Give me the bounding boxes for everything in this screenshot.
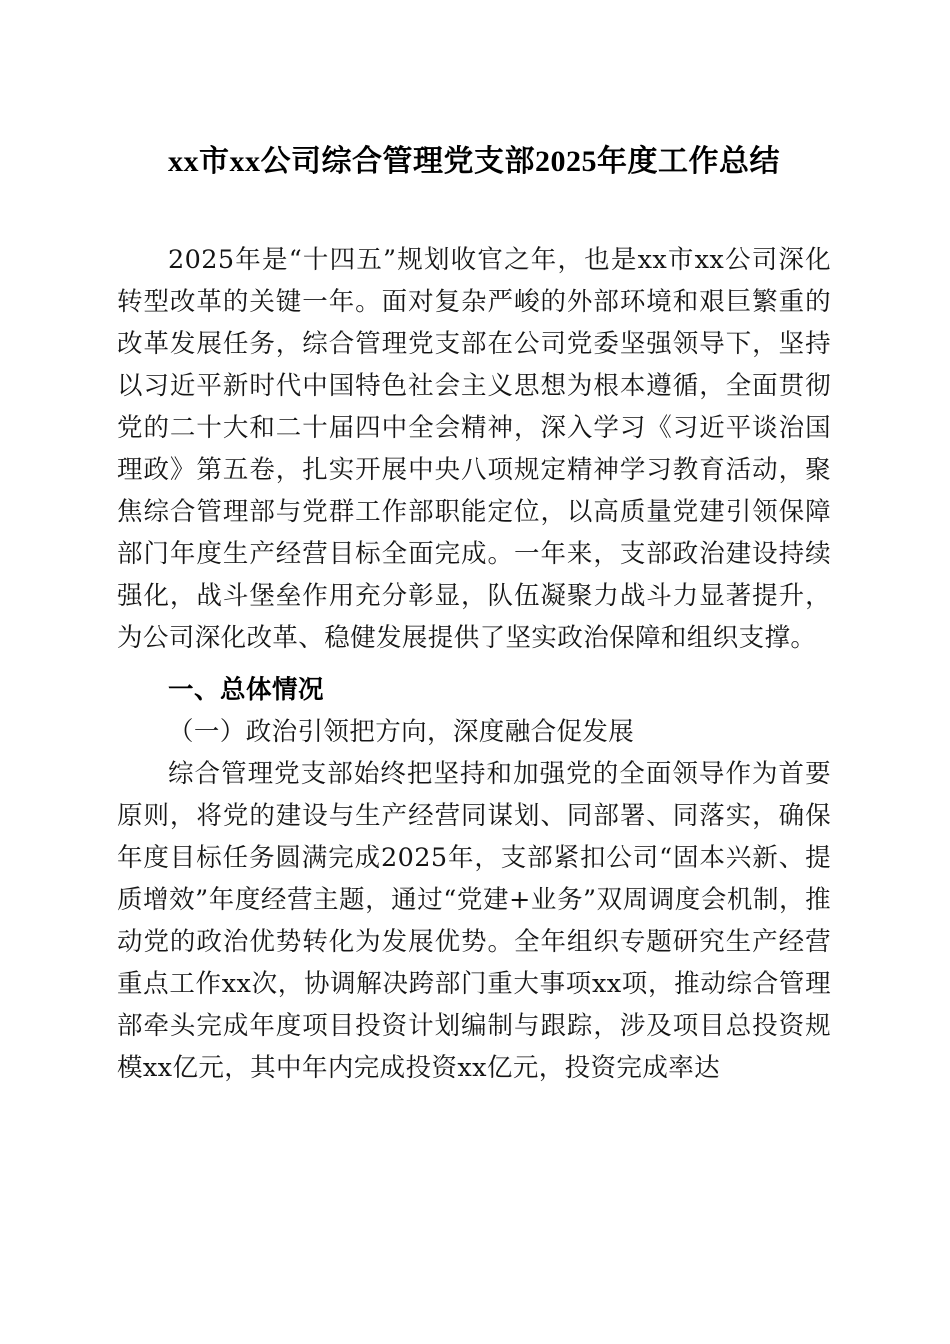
page-title: xx市xx公司综合管理党支部2025年度工作总结 bbox=[168, 145, 780, 178]
document-body bbox=[117, 0, 831, 1269]
heading-section-one: 一、总体情况 bbox=[168, 676, 325, 704]
heading-subsection-one-one: （一）政治引领把方向，深度融合促发展 bbox=[168, 717, 635, 747]
paragraph-intro: 2025年是“十四五”规划收官之年，也是xx市xx公司深化转型改革的关键一年。面对复杂严峻的外部环境和艰巨繁重的改革发展任务，综合管理党支部在公司党委坚强领导下，坚持以习近平新时代中国特色社会主义思想为根本遵循，全面贯彻党的二十大和二十届四中全会精神，深入学习《习近平谈治国理政》第五卷，扎实开展中央八项规定精神学习教育活动，聚焦综合管理部与党群工作部职能定位，以高质量党建引领保障部门年度生产经营目标全面完成。一年来，支部政治建设持续强化，战斗堡垒作用充分彰显，队伍凝聚力战斗力显著提升，为公司深化改革、稳健发展提供了坚实政治保障和组织支撑。 bbox=[117, 245, 831, 653]
paragraph-section-one-body: 综合管理党支部始终把坚持和加强党的全面领导作为首要原则，将党的建设与生产经营同谋划、同部署、同落实，确保年度目标任务圆满完成2025年，支部紧扣公司“固本兴新、提质增效”年度经营主题，通过“党建+业务”双周调度会机制，推动党的政治优势转化为发展优势。全年组织专题研究生产经营重点工作xx次，协调解决跨部门重大事项xx项，推动综合管理部牵头完成年度项目投资计划编制与跟踪，涉及项目总投资规模xx亿元，其中年内完成投资xx亿元，投资完成率达 bbox=[117, 759, 831, 1083]
page-bottom-margin bbox=[117, 1089, 831, 1269]
